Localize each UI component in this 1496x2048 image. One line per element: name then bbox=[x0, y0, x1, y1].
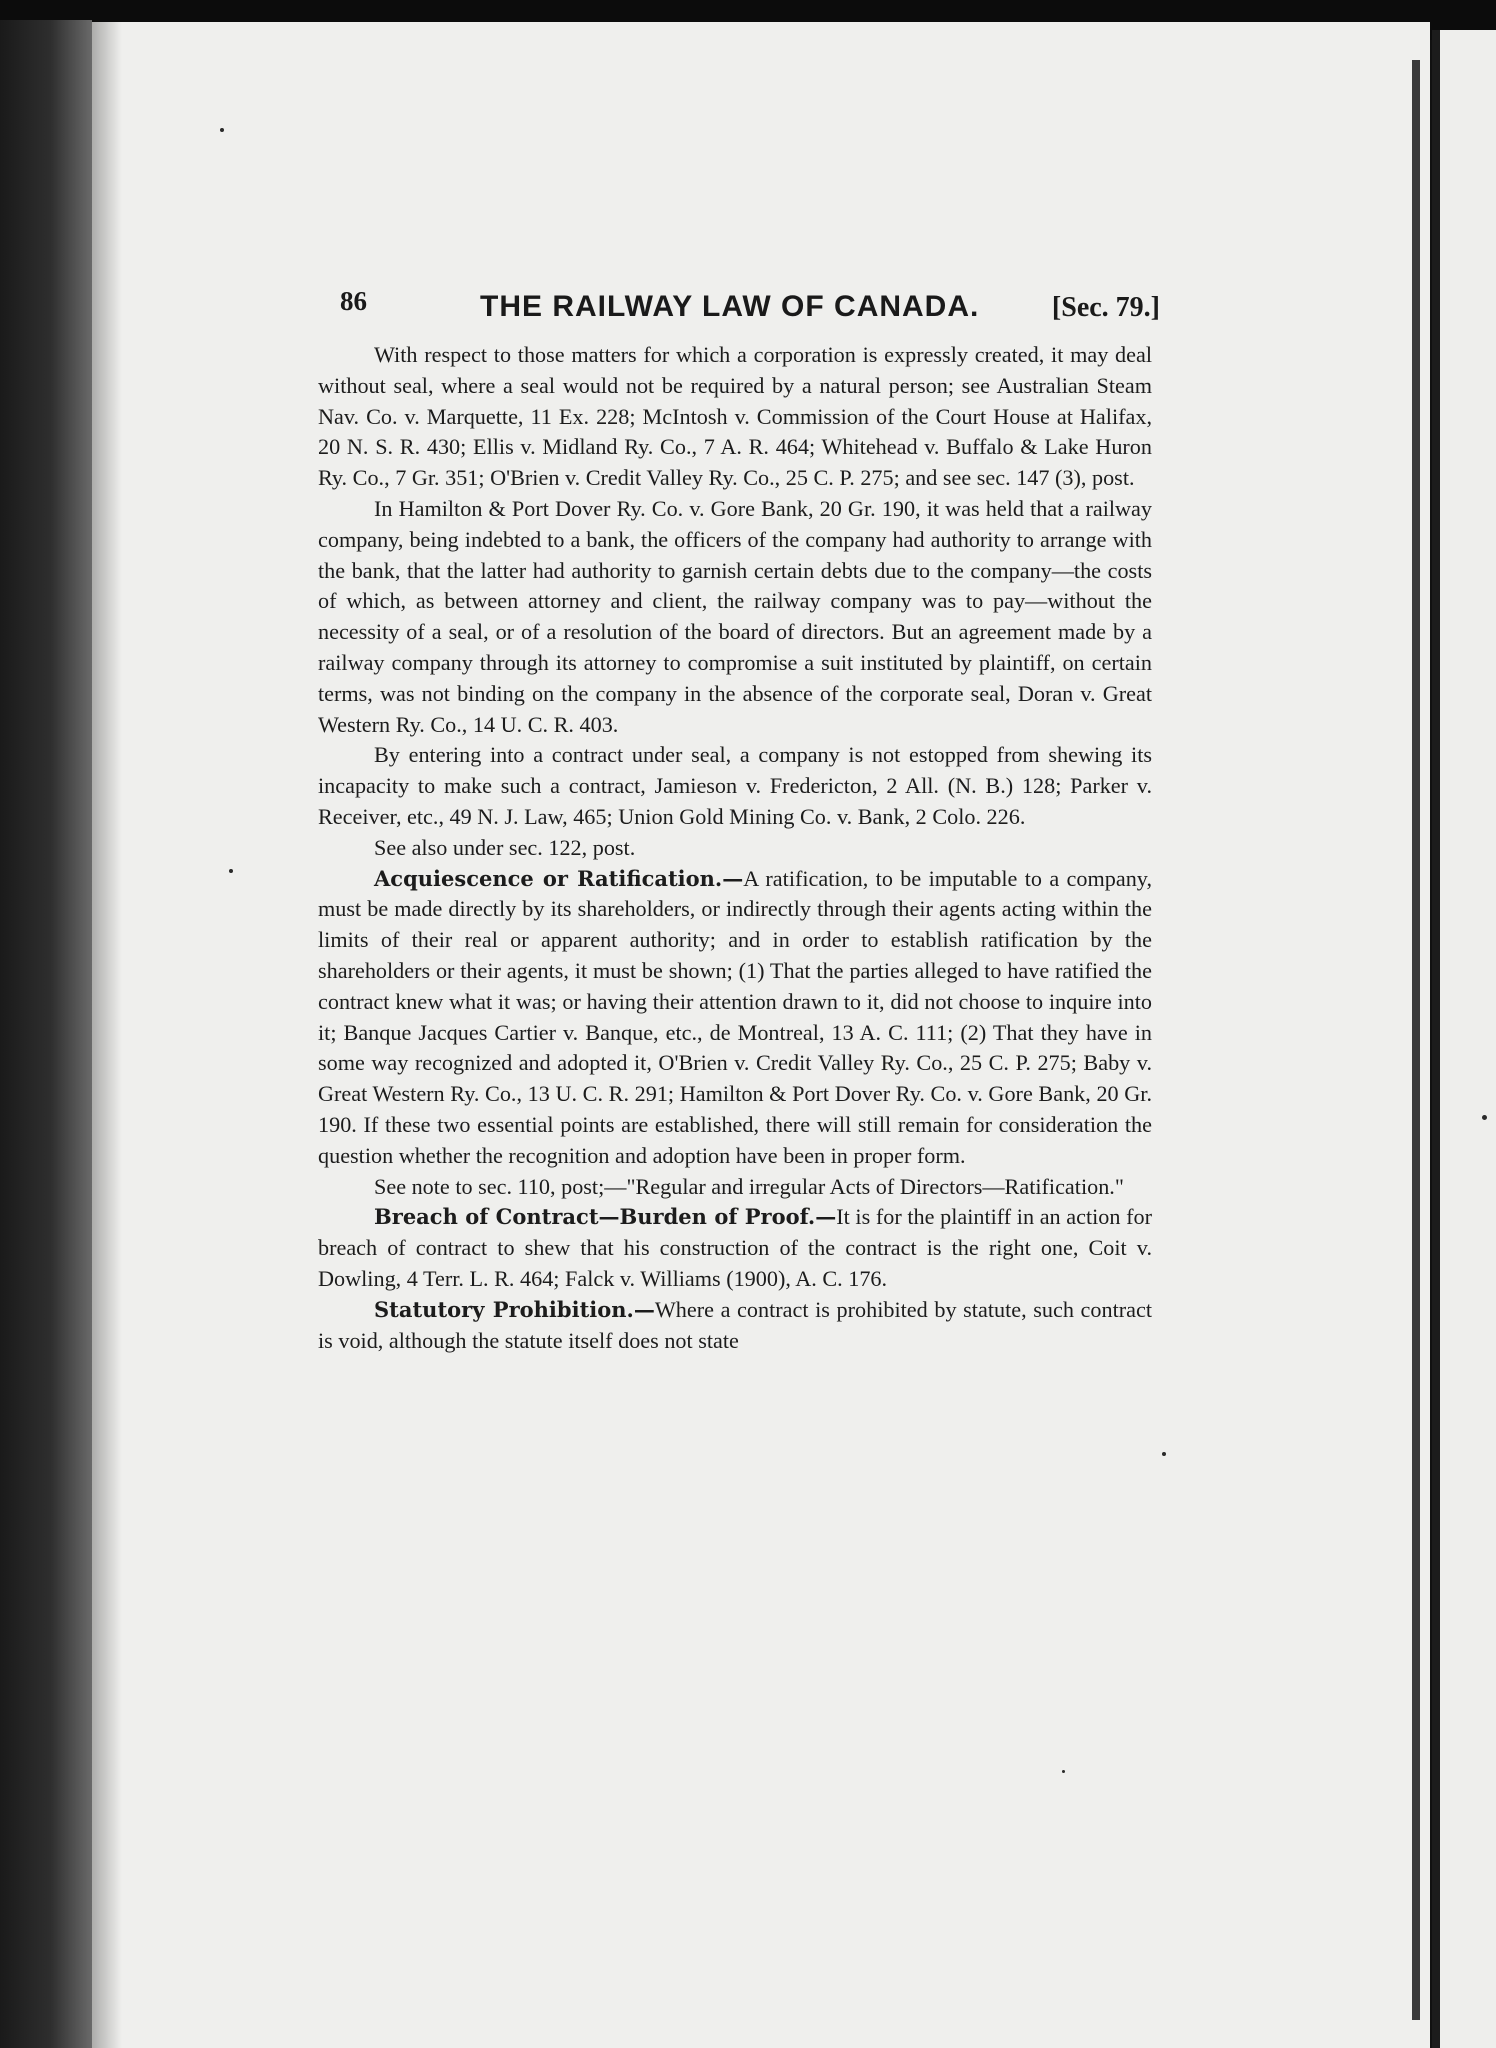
paragraph: See also under sec. 122, post. bbox=[374, 834, 636, 860]
paragraph: Acquiescence or Ratification.—A ratification, to be imputable to a company, must be made directly by its shareholders, or indirectly through their agents acting within the limits of their real or apparent authority; and in order to establish ratification by the shareholders or their agents, it must be shown; (1) That the parties alleged to have ratified the contract knew what it was; or having their attention drawn to it, did not choose to inquire into it; Banque Jacques Cartier v. Banque, etc., de Montreal, 13 A. C. 111; (2) That they have in some way recognized and adopted it, O'Brien v. Credit Valley Ry. Co., 25 C. P. 275; Baby v. Great Western Ry. Co., 13 U. C. R. 291; Hamilton & Port Dover Ry. Co. v. Gore Bank, 20 Gr. 190. If these two essential points are established, there will still remain for consideration the question whether the recognition and adoption have been in proper form. bbox=[318, 865, 1152, 1168]
book-spine-edge bbox=[0, 20, 92, 2048]
paragraph: Breach of Contract—Burden of Proof.—It is for the plaintiff in an action for breach of contract to shew that his construction of the contract is the right one, Coit v. Dowling, 4 Terr. L. R. 464; Falck v. Williams (1900), A. C. 176. bbox=[318, 1204, 1152, 1291]
paragraph: With respect to those matters for which a corporation is expressly created, it may deal without seal, where a seal would not be required by a natural person; see Australian Steam Nav. Co. v. Marquette, 11 Ex. 228; McIntosh v. Commission of the Court House at Halifax, 20 N. S. R. 430; Ellis v. Midland Ry. Co., 7 A. R. 464; Whitehead v. Buffalo & Lake Huron Ry. Co., 7 Gr. 351; O'Brien v. Credit Valley Ry. Co., 25 C. P. 275; and see sec. 147 (3), post. bbox=[318, 342, 1152, 491]
page-gutter-shadow bbox=[92, 22, 122, 2048]
section-heading: Statutory Prohibition.— bbox=[374, 1296, 655, 1322]
section-reference: [Sec. 79.] bbox=[1051, 292, 1160, 323]
running-header bbox=[340, 280, 1160, 328]
scan-speck bbox=[1482, 1115, 1487, 1120]
scan-speck bbox=[1062, 1770, 1065, 1773]
body-text bbox=[318, 340, 1152, 1356]
section-heading: Breach of Contract—Burden of Proof.— bbox=[374, 1204, 837, 1230]
paragraph: By entering into a contract under seal, a company is not estopped from shewing its incapacity to make such a contract, Jamieson v. Fredericton, 2 All. (N. B.) 128; Parker v. Receiver, etc., 49 N. J. Law, 465; Union Gold Mining Co. v. Bank, 2 Colo. 226. bbox=[318, 742, 1152, 829]
scan-speck bbox=[229, 869, 233, 873]
scan-speck bbox=[220, 128, 224, 132]
paragraph: In Hamilton & Port Dover Ry. Co. v. Gore Bank, 20 Gr. 190, it was held that a railway company, being indebted to a bank, the officers of the company had authority to arrange with the bank, that the latter had authority to garnish certain debts due to the company—the costs of which, as between attorney and client, the railway company was to pay—without the necessity of a seal, or of a resolution of the board of directors. But an agreement made by a railway company through its attorney to compromise a suit instituted by plaintiff, on certain terms, was not binding on the company in the absence of the corporate seal, Doran v. Great Western Ry. Co., 14 U. C. R. 403. bbox=[318, 495, 1152, 737]
running-title: THE RAILWAY LAW OF CANADA. bbox=[480, 290, 980, 323]
adjacent-page-edge bbox=[1432, 30, 1496, 2048]
scan-speck bbox=[1162, 1452, 1166, 1456]
page-edge-shadow bbox=[1412, 60, 1420, 2020]
page-number: 86 bbox=[340, 286, 367, 316]
paragraph: See note to sec. 110, post;—"Regular and irregular Acts of Directors—Ratification." bbox=[374, 1173, 1124, 1199]
paragraph: Statutory Prohibition.—Where a contract is prohibited by statute, such contract is void, although the statute itself does not state bbox=[318, 1296, 1152, 1353]
section-heading: Acquiescence or Ratification.— bbox=[374, 865, 744, 891]
